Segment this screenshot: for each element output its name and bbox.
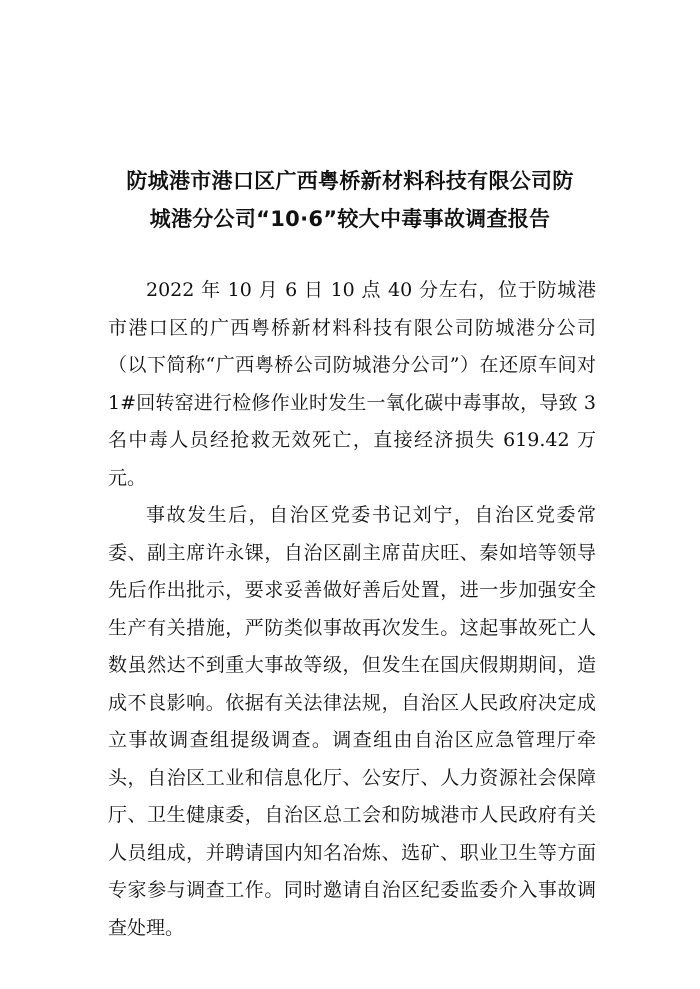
report-title [80,162,620,238]
paragraph-incident-summary: 2022 年 10 月 6 日 10 点 40 分左右，位于防城港市港口区的广西粤桥新材料科技有限公司防城港分公司（以下简称“广西粤桥公司防城港分公司”）在还原车间对 1#回转窑进行检修作业时发生一氧化碳中毒事故，导致 3 名中毒人员经抢救无效死亡，直接经济损失 619.42 万元。 [108,279,596,489]
report-body [108,272,596,947]
paragraph-investigation-setup: 事故发生后，自治区党委书记刘宁，自治区党委常委、副主席许永锞，自治区副主席苗庆旺、秦如培等领导先后作出批示，要求妥善做好善后处置，进一步加强安全生产有关措施，严防类似事故再次发生。这起事故死亡人数虽然达不到重大事故等级，但发生在国庆假期期间，造成不良影响。依据有关法律法规，自治区人民政府决定成立事故调查组提级调查。调查组由自治区应急管理厅牵头，自治区工业和信息化厅、公安厅、人力资源社会保障厅、卫生健康委，自治区总工会和防城港市人民政府有关人员组成，并聘请国内知名冶炼、选矿、职业卫生等方面专家参与调查工作。同时邀请自治区纪委监委介入事故调查处理。 [108,504,596,939]
report-title-line-2: 城港分公司“10·6”较大中毒事故调查报告 [149,207,551,231]
report-title-line-1: 防城港市港口区广西粤桥新材料科技有限公司防 [126,169,574,193]
